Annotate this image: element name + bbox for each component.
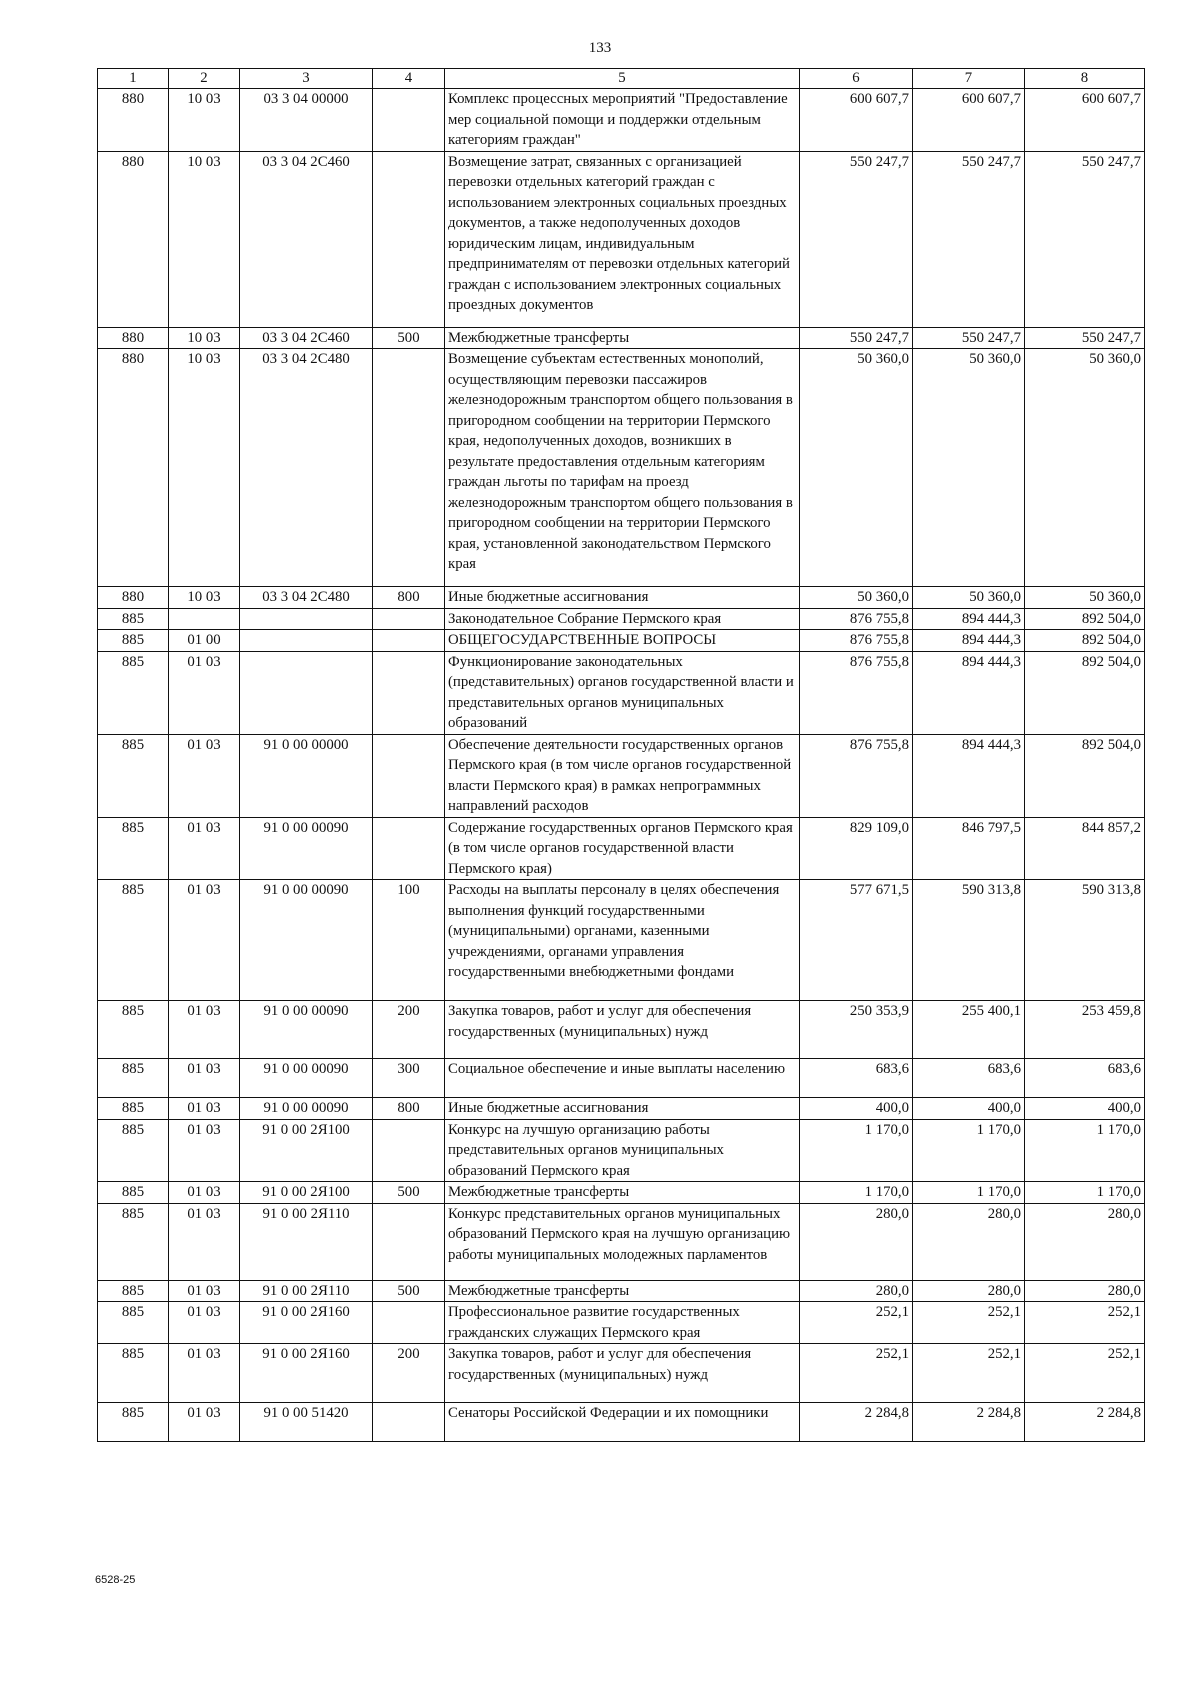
expense-type-cell [373, 1119, 445, 1182]
section-cell: 01 03 [169, 651, 240, 734]
expense-type-cell [373, 630, 445, 652]
name-cell: Расходы на выплаты персоналу в целях обеспечения выполнения функций государственными (муниципальными) органами, казенными учреждениями, органами управления государственными внебюджетными фондами [445, 880, 800, 1001]
amount-2027-cell: 892 504,0 [1025, 651, 1145, 734]
amount-2026-cell: 252,1 [913, 1302, 1025, 1344]
amount-2025-cell: 400,0 [800, 1098, 913, 1120]
amount-2027-cell: 550 247,7 [1025, 151, 1145, 327]
target-article-cell: 03 3 04 2С460 [240, 327, 373, 349]
amount-2026-cell: 252,1 [913, 1344, 1025, 1403]
name-cell: Профессиональное развитие государственных гражданских служащих Пермского края [445, 1302, 800, 1344]
expense-type-cell [373, 734, 445, 817]
amount-2025-cell: 2 284,8 [800, 1403, 913, 1442]
name-cell: Содержание государственных органов Пермского края (в том числе органов государственной власти Пермского края) [445, 817, 800, 880]
target-article-cell: 91 0 00 2Я160 [240, 1302, 373, 1344]
table-row [98, 1302, 1145, 1344]
amount-2026-cell: 50 360,0 [913, 587, 1025, 609]
name-cell: Законодательное Собрание Пермского края [445, 608, 800, 630]
expense-type-cell: 200 [373, 1001, 445, 1059]
budget-table [97, 68, 1145, 1442]
amount-2026-cell: 255 400,1 [913, 1001, 1025, 1059]
kvsr-cell: 880 [98, 89, 169, 152]
target-article-cell: 91 0 00 2Я100 [240, 1182, 373, 1204]
amount-2027-cell: 50 360,0 [1025, 349, 1145, 587]
footer-code: 6528-25 [95, 1574, 136, 1586]
kvsr-cell: 885 [98, 1403, 169, 1442]
section-cell: 01 03 [169, 734, 240, 817]
amount-2027-cell: 280,0 [1025, 1203, 1145, 1280]
target-article-cell: 91 0 00 00090 [240, 1059, 373, 1098]
kvsr-cell: 885 [98, 1280, 169, 1302]
kvsr-cell: 885 [98, 1203, 169, 1280]
target-article-cell: 03 3 04 00000 [240, 89, 373, 152]
section-cell: 01 03 [169, 1203, 240, 1280]
target-article-cell: 91 0 00 2Я110 [240, 1280, 373, 1302]
target-article-cell: 91 0 00 2Я110 [240, 1203, 373, 1280]
table-row [98, 880, 1145, 1001]
target-article-cell: 91 0 00 00090 [240, 1001, 373, 1059]
expense-type-cell: 800 [373, 587, 445, 609]
amount-2026-cell: 894 444,3 [913, 630, 1025, 652]
name-cell: Сенаторы Российской Федерации и их помощники [445, 1403, 800, 1442]
expense-type-cell [373, 1403, 445, 1442]
kvsr-cell: 885 [98, 1344, 169, 1403]
amount-2026-cell: 1 170,0 [913, 1119, 1025, 1182]
amount-2026-cell: 683,6 [913, 1059, 1025, 1098]
amount-2027-cell: 600 607,7 [1025, 89, 1145, 152]
header-cell: 6 [800, 69, 913, 89]
amount-2027-cell: 550 247,7 [1025, 327, 1145, 349]
section-cell: 01 03 [169, 1119, 240, 1182]
amount-2025-cell: 876 755,8 [800, 630, 913, 652]
amount-2026-cell: 2 284,8 [913, 1403, 1025, 1442]
kvsr-cell: 885 [98, 630, 169, 652]
name-cell: Возмещение затрат, связанных с организацией перевозки отдельных категорий граждан с использованием электронных социальных проездных документов, а также недополученных доходов юридическим лицам, индивидуальным предпринимателям от перевозки отдельных категорий граждан с использованием электронных социальных проездных документов [445, 151, 800, 327]
kvsr-cell: 885 [98, 1182, 169, 1204]
amount-2025-cell: 280,0 [800, 1280, 913, 1302]
amount-2027-cell: 253 459,8 [1025, 1001, 1145, 1059]
section-cell [169, 608, 240, 630]
amount-2026-cell: 894 444,3 [913, 651, 1025, 734]
kvsr-cell: 880 [98, 349, 169, 587]
section-cell: 01 00 [169, 630, 240, 652]
name-cell: Межбюджетные трансферты [445, 1182, 800, 1204]
name-cell: Конкурс представительных органов муниципальных образований Пермского края на лучшую организацию работы муниципальных молодежных парламентов [445, 1203, 800, 1280]
amount-2026-cell: 846 797,5 [913, 817, 1025, 880]
amount-2026-cell: 600 607,7 [913, 89, 1025, 152]
target-article-cell: 91 0 00 51420 [240, 1403, 373, 1442]
expense-type-cell [373, 651, 445, 734]
amount-2026-cell: 280,0 [913, 1280, 1025, 1302]
amount-2025-cell: 1 170,0 [800, 1182, 913, 1204]
target-article-cell: 91 0 00 00000 [240, 734, 373, 817]
target-article-cell [240, 608, 373, 630]
table-row [98, 587, 1145, 609]
table-row [98, 327, 1145, 349]
table-row [98, 1280, 1145, 1302]
name-cell: ОБЩЕГОСУДАРСТВЕННЫЕ ВОПРОСЫ [445, 630, 800, 652]
header-cell: 5 [445, 69, 800, 89]
header-cell: 3 [240, 69, 373, 89]
expense-type-cell: 800 [373, 1098, 445, 1120]
expense-type-cell: 100 [373, 880, 445, 1001]
section-cell: 10 03 [169, 587, 240, 609]
kvsr-cell: 885 [98, 734, 169, 817]
target-article-cell: 91 0 00 00090 [240, 1098, 373, 1120]
amount-2026-cell: 1 170,0 [913, 1182, 1025, 1204]
target-article-cell: 91 0 00 2Я160 [240, 1344, 373, 1403]
amount-2027-cell: 683,6 [1025, 1059, 1145, 1098]
expense-type-cell: 300 [373, 1059, 445, 1098]
amount-2025-cell: 550 247,7 [800, 327, 913, 349]
header-cell: 8 [1025, 69, 1145, 89]
name-cell: Закупка товаров, работ и услуг для обеспечения государственных (муниципальных) нужд [445, 1344, 800, 1403]
section-cell: 10 03 [169, 349, 240, 587]
target-article-cell: 91 0 00 00090 [240, 880, 373, 1001]
header-cell: 2 [169, 69, 240, 89]
amount-2026-cell: 894 444,3 [913, 608, 1025, 630]
expense-type-cell [373, 1203, 445, 1280]
amount-2026-cell: 590 313,8 [913, 880, 1025, 1001]
section-cell: 01 03 [169, 1098, 240, 1120]
amount-2025-cell: 50 360,0 [800, 587, 913, 609]
amount-2025-cell: 1 170,0 [800, 1119, 913, 1182]
amount-2027-cell: 400,0 [1025, 1098, 1145, 1120]
kvsr-cell: 880 [98, 151, 169, 327]
kvsr-cell: 885 [98, 1098, 169, 1120]
table-row [98, 630, 1145, 652]
table-row [98, 651, 1145, 734]
name-cell: Конкурс на лучшую организацию работы представительных органов муниципальных образований Пермского края [445, 1119, 800, 1182]
amount-2027-cell: 590 313,8 [1025, 880, 1145, 1001]
kvsr-cell: 885 [98, 608, 169, 630]
kvsr-cell: 880 [98, 327, 169, 349]
page-number: 133 [588, 40, 612, 56]
amount-2026-cell: 894 444,3 [913, 734, 1025, 817]
table-row [98, 817, 1145, 880]
expense-type-cell [373, 349, 445, 587]
target-article-cell: 03 3 04 2С460 [240, 151, 373, 327]
kvsr-cell: 885 [98, 651, 169, 734]
amount-2026-cell: 280,0 [913, 1203, 1025, 1280]
expense-type-cell [373, 817, 445, 880]
target-article-cell: 91 0 00 2Я100 [240, 1119, 373, 1182]
amount-2025-cell: 876 755,8 [800, 734, 913, 817]
kvsr-cell: 880 [98, 587, 169, 609]
table-row [98, 1001, 1145, 1059]
name-cell: Обеспечение деятельности государственных органов Пермского края (в том числе органов государственной власти Пермского края) в рамках непрограммных направлений расходов [445, 734, 800, 817]
section-cell: 01 03 [169, 1280, 240, 1302]
target-article-cell [240, 651, 373, 734]
table-row [98, 89, 1145, 152]
kvsr-cell: 885 [98, 817, 169, 880]
kvsr-cell: 885 [98, 1302, 169, 1344]
table-row [98, 1098, 1145, 1120]
expense-type-cell: 500 [373, 1280, 445, 1302]
amount-2027-cell: 252,1 [1025, 1344, 1145, 1403]
table-row [98, 349, 1145, 587]
amount-2027-cell: 892 504,0 [1025, 608, 1145, 630]
name-cell: Закупка товаров, работ и услуг для обеспечения государственных (муниципальных) нужд [445, 1001, 800, 1059]
amount-2027-cell: 280,0 [1025, 1280, 1145, 1302]
amount-2025-cell: 250 353,9 [800, 1001, 913, 1059]
header-cell: 7 [913, 69, 1025, 89]
amount-2027-cell: 892 504,0 [1025, 734, 1145, 817]
table-row [98, 1182, 1145, 1204]
kvsr-cell: 885 [98, 880, 169, 1001]
amount-2026-cell: 550 247,7 [913, 327, 1025, 349]
name-cell: Социальное обеспечение и иные выплаты населению [445, 1059, 800, 1098]
table-row [98, 1403, 1145, 1442]
amount-2027-cell: 50 360,0 [1025, 587, 1145, 609]
header-cell: 4 [373, 69, 445, 89]
section-cell: 01 03 [169, 1059, 240, 1098]
amount-2027-cell: 252,1 [1025, 1302, 1145, 1344]
expense-type-cell [373, 1302, 445, 1344]
amount-2027-cell: 892 504,0 [1025, 630, 1145, 652]
section-cell: 10 03 [169, 89, 240, 152]
expense-type-cell [373, 89, 445, 152]
table-row [98, 1119, 1145, 1182]
target-article-cell [240, 630, 373, 652]
section-cell: 10 03 [169, 327, 240, 349]
target-article-cell: 03 3 04 2С480 [240, 349, 373, 587]
header-cell: 1 [98, 69, 169, 89]
target-article-cell: 03 3 04 2С480 [240, 587, 373, 609]
section-cell: 01 03 [169, 817, 240, 880]
amount-2026-cell: 550 247,7 [913, 151, 1025, 327]
name-cell: Возмещение субъектам естественных монополий, осуществляющим перевозки пассажиров железнодорожным транспортом общего пользования в пригородном сообщении на территории Пермского края, недополученных доходов, возникших в результате предоставления отдельным категориям граждан льготы по тарифам на проезд железнодорожным транспортом общего пользования в пригородном сообщении на территории Пермского края, установленной законодательством Пермского края [445, 349, 800, 587]
amount-2027-cell: 1 170,0 [1025, 1182, 1145, 1204]
amount-2025-cell: 252,1 [800, 1302, 913, 1344]
section-cell: 10 03 [169, 151, 240, 327]
kvsr-cell: 885 [98, 1059, 169, 1098]
table-row [98, 608, 1145, 630]
expense-type-cell: 500 [373, 1182, 445, 1204]
name-cell: Межбюджетные трансферты [445, 1280, 800, 1302]
table-row [98, 1344, 1145, 1403]
amount-2025-cell: 876 755,8 [800, 608, 913, 630]
amount-2025-cell: 577 671,5 [800, 880, 913, 1001]
target-article-cell: 91 0 00 00090 [240, 817, 373, 880]
section-cell: 01 03 [169, 880, 240, 1001]
table-row [98, 1059, 1145, 1098]
name-cell: Комплекс процессных мероприятий "Предоставление мер социальной помощи и поддержки отдельным категориям граждан" [445, 89, 800, 152]
amount-2025-cell: 829 109,0 [800, 817, 913, 880]
amount-2027-cell: 1 170,0 [1025, 1119, 1145, 1182]
section-cell: 01 03 [169, 1001, 240, 1059]
name-cell: Иные бюджетные ассигнования [445, 1098, 800, 1120]
name-cell: Функционирование законодательных (представительных) органов государственной власти и представительных органов муниципальных образований [445, 651, 800, 734]
section-cell: 01 03 [169, 1302, 240, 1344]
section-cell: 01 03 [169, 1182, 240, 1204]
expense-type-cell [373, 151, 445, 327]
amount-2025-cell: 683,6 [800, 1059, 913, 1098]
kvsr-cell: 885 [98, 1119, 169, 1182]
expense-type-cell [373, 608, 445, 630]
table-row [98, 1203, 1145, 1280]
amount-2027-cell: 844 857,2 [1025, 817, 1145, 880]
header-row [98, 69, 1145, 89]
amount-2027-cell: 2 284,8 [1025, 1403, 1145, 1442]
expense-type-cell: 500 [373, 327, 445, 349]
amount-2025-cell: 550 247,7 [800, 151, 913, 327]
amount-2026-cell: 50 360,0 [913, 349, 1025, 587]
name-cell: Межбюджетные трансферты [445, 327, 800, 349]
name-cell: Иные бюджетные ассигнования [445, 587, 800, 609]
expense-type-cell: 200 [373, 1344, 445, 1403]
amount-2026-cell: 400,0 [913, 1098, 1025, 1120]
amount-2025-cell: 600 607,7 [800, 89, 913, 152]
section-cell: 01 03 [169, 1344, 240, 1403]
amount-2025-cell: 50 360,0 [800, 349, 913, 587]
section-cell: 01 03 [169, 1403, 240, 1442]
amount-2025-cell: 252,1 [800, 1344, 913, 1403]
kvsr-cell: 885 [98, 1001, 169, 1059]
amount-2025-cell: 280,0 [800, 1203, 913, 1280]
table-row [98, 734, 1145, 817]
table-row [98, 151, 1145, 327]
amount-2025-cell: 876 755,8 [800, 651, 913, 734]
